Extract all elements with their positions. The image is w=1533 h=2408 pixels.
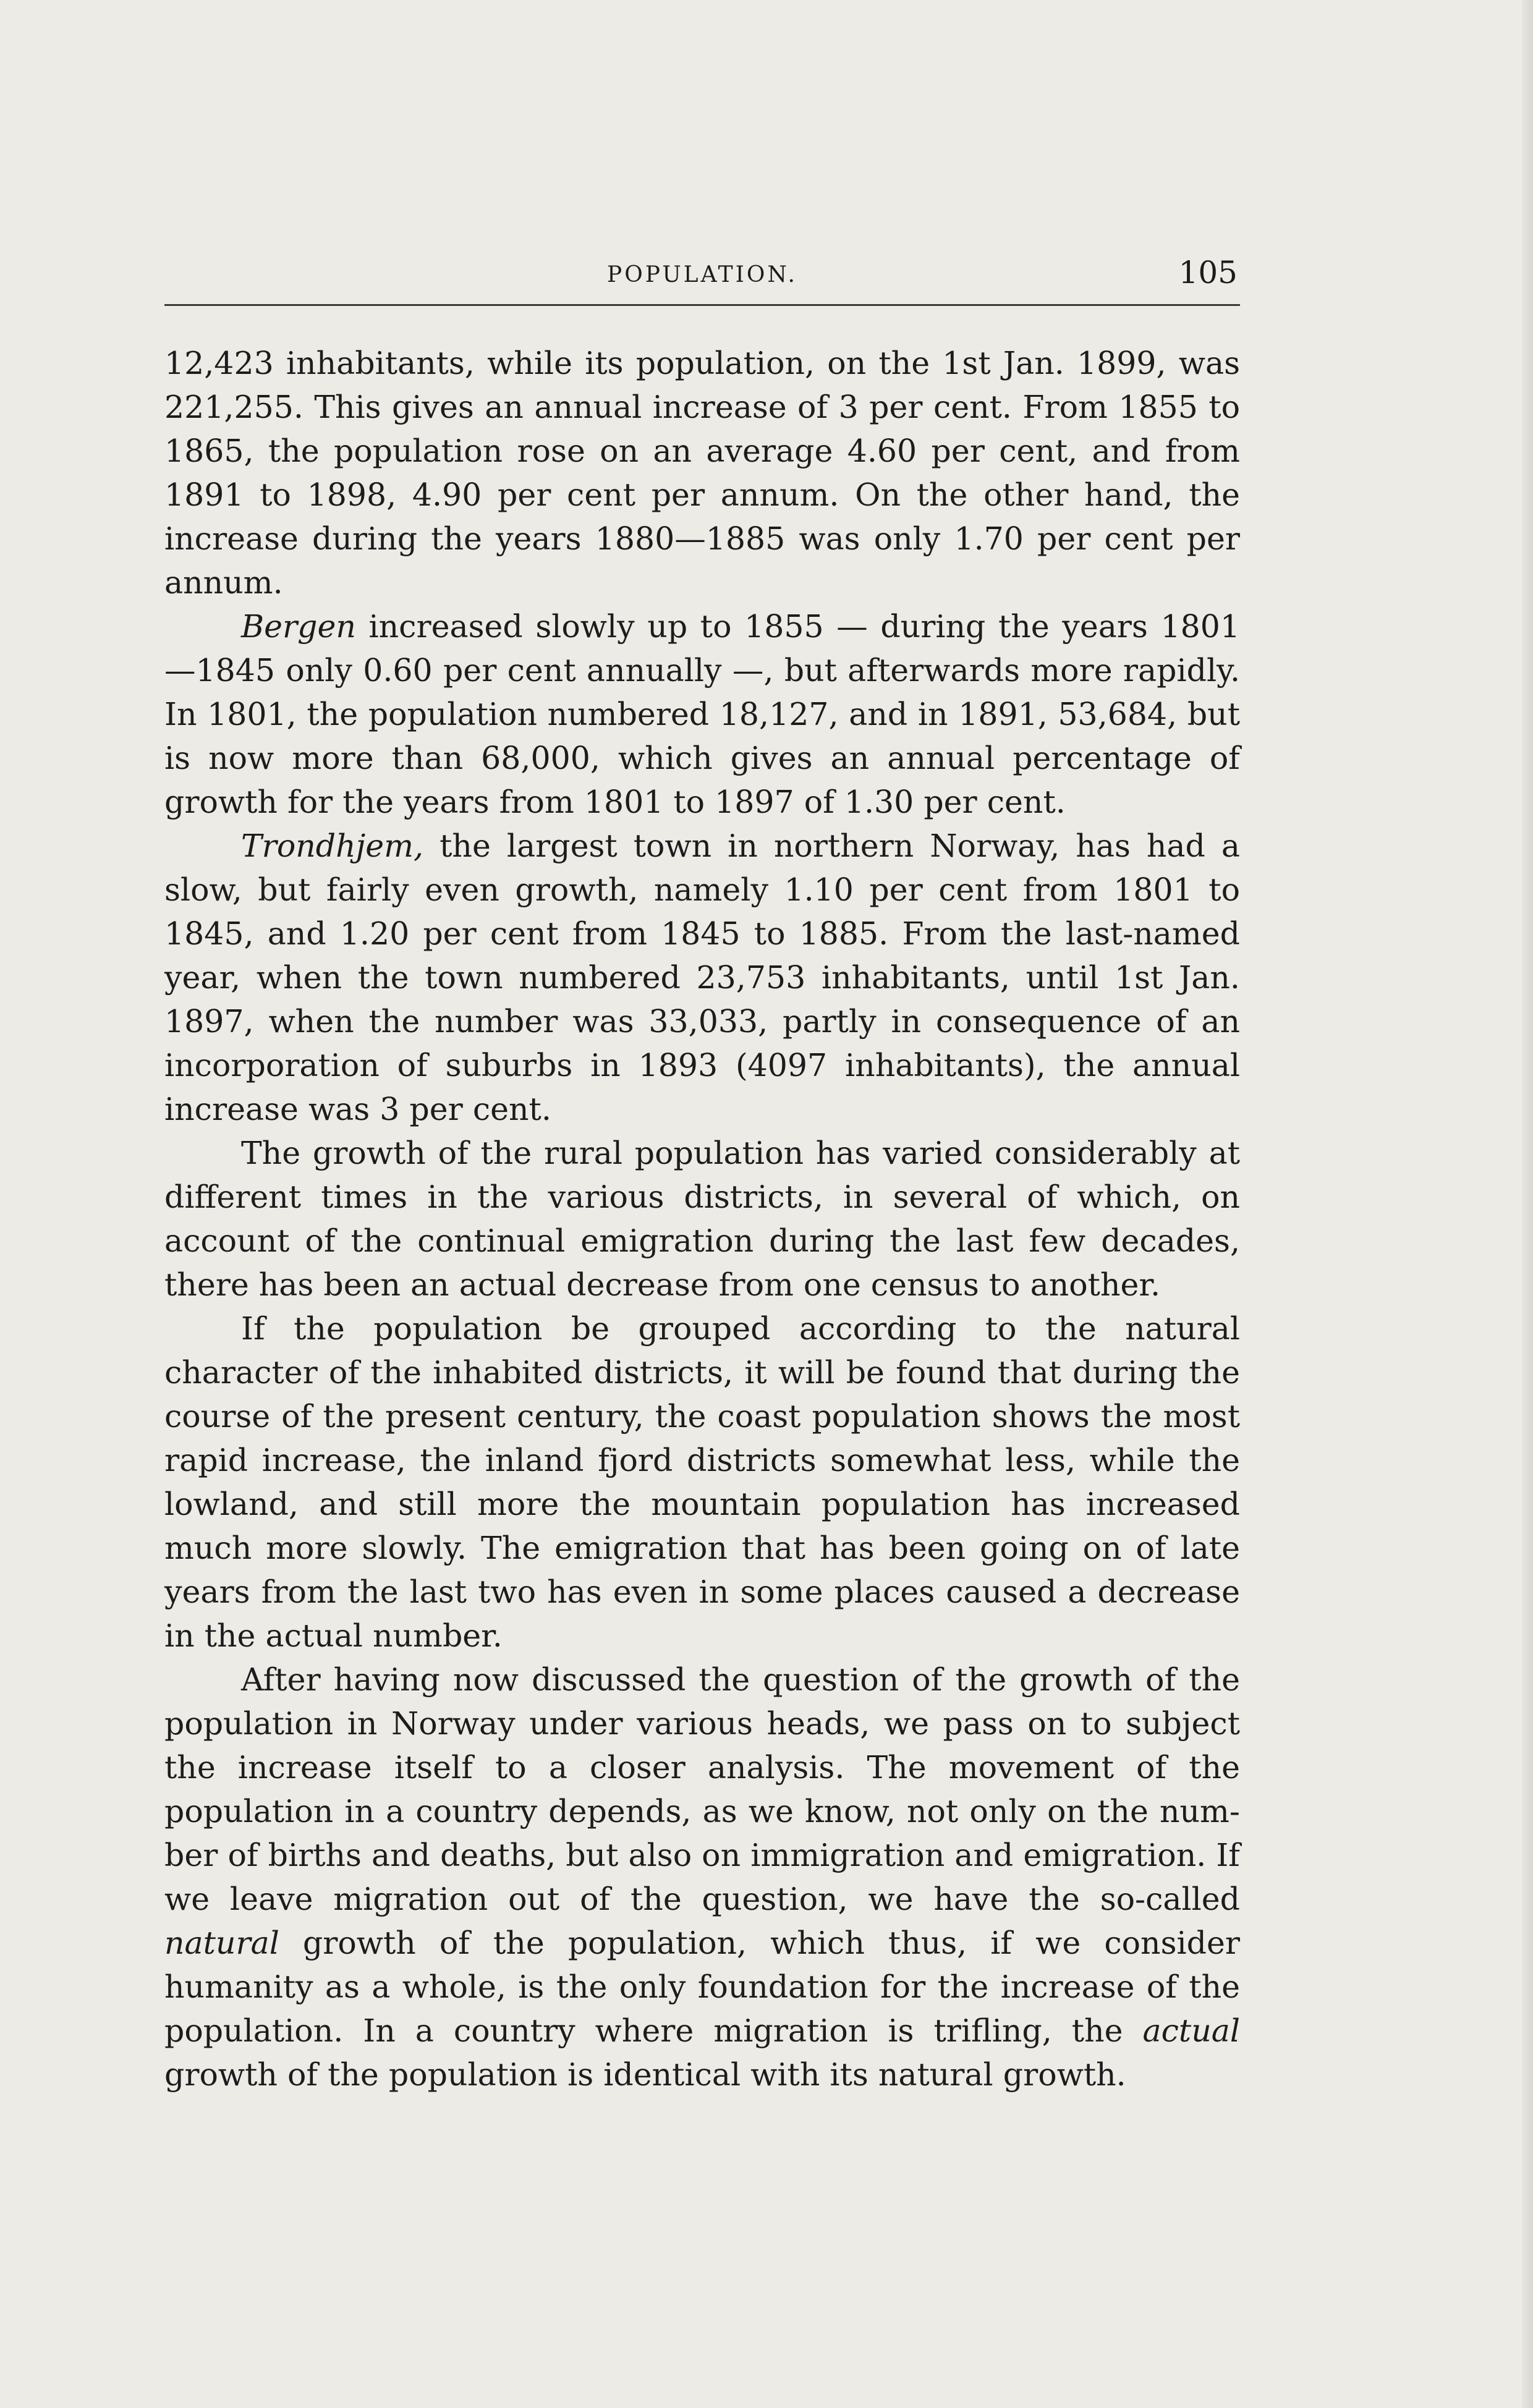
page-edge bbox=[1522, 0, 1533, 2408]
paragraph-2-text: increased slowly up to 1855 — during the years 1801—1845 only 0.60 per cent annually —, but afterwards more rapidly. In 1801, the population numbered 18,127, and in 1891, 53,684, but is now more than 68,000, which gives an annual percentage of growth for the years from 1801 to 1897 of 1.30 per cent. bbox=[164, 608, 1240, 820]
paragraph-3 bbox=[164, 824, 1240, 1131]
paragraph-4 bbox=[164, 1131, 1240, 1307]
paragraph-5 bbox=[164, 1307, 1240, 1658]
paragraph-1-text: 12,423 inhabitants, while its population, on the 1st Jan. 1899, was 221,255. This gives an annual increase of 3 per cent. From 1855 to 1865, the population rose on an average 4.60 per cent, and from 1891 to 1898, 4.90 per cent per annum. On the other hand, the increase during the years 1880—1885 was only 1.70 per cent per annum. bbox=[164, 345, 1240, 601]
paragraph-6-text-e: growth of the population is identical with its natural growth. bbox=[164, 2056, 1126, 2093]
paragraph-1 bbox=[164, 341, 1240, 604]
paragraph-3-italic-lead: Trondhjem, bbox=[241, 828, 424, 864]
body-text bbox=[164, 341, 1240, 2096]
paragraph-6-text-c: growth of the population, which thus, if we consider humanity as a whole, is the only foundation for the increase of the population. In a country where migration is trifling, the bbox=[164, 1925, 1240, 2049]
paragraph-6-text-a: After having now discussed the question of the growth of the population in Norway under various heads, we pass on to subject the increase itself to a closer analysis. The movement of the population in a country depends, as we know, not only on the number of births and deaths, but also on immigration and emigration. If we leave migration out of the question, we have the so-called bbox=[164, 1661, 1240, 1917]
paragraph-2 bbox=[164, 604, 1240, 824]
paragraph-4-text: The growth of the rural population has varied considerably at different times in the various districts, in several of which, on account of the continual emigration during the last few decades, there has been an actual decrease from one census to another. bbox=[164, 1135, 1240, 1303]
header-rule bbox=[164, 304, 1240, 306]
paragraph-6-italic-actual: actual bbox=[1142, 2012, 1240, 2049]
paragraph-6 bbox=[164, 1658, 1240, 2096]
paragraph-3-text: the largest town in northern Norway, has had a slow, but fairly even growth, namely 1.10 per cent from 1801 to 1845, and 1.20 per cent from 1845 to 1885. From the last-named year, when the town numbered 23,753 inhabitants, until 1st Jan. 1897, when the number was 33,033, partly in consequence of an incorporation of suburbs in 1893 (4097 inhabitants), the annual increase was 3 per cent. bbox=[164, 828, 1240, 1127]
running-title: POPULATION. bbox=[607, 262, 797, 287]
page-number: 105 bbox=[1178, 255, 1238, 290]
page-header bbox=[164, 255, 1240, 304]
paragraph-6-italic-natural: natural bbox=[164, 1925, 279, 1961]
paragraph-5-text: If the population be grouped according to the natural character of the inhabited districts, it will be found that during the course of the present century, the coast population shows the most rapid increase, the inland fjord districts somewhat less, while the lowland, and still more the mountain population has increased much more slowly. The emigration that has been going on of late years from the last two has even in some places caused a decrease in the actual number. bbox=[164, 1310, 1240, 1654]
paragraph-2-italic-lead: Bergen bbox=[241, 608, 356, 645]
